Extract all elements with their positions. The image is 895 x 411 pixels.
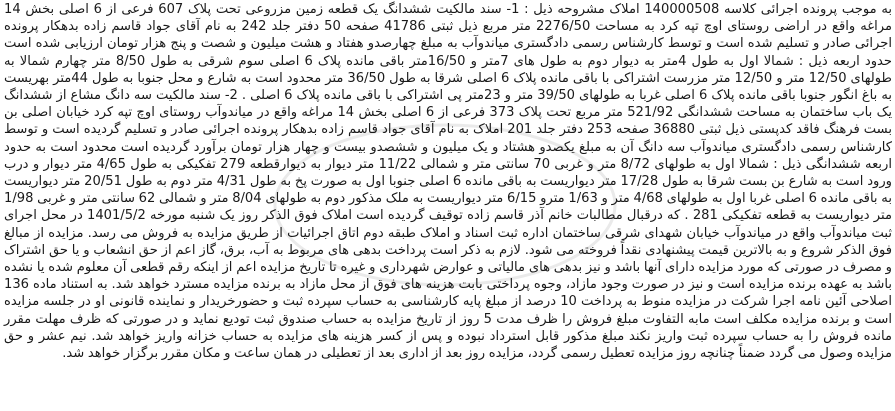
auction-notice-text: به موجب پرونده اجرائی کلاسه 140000508 املاک مشروحه ذیل : 1- سند مالکیت ششدانگ یک قطعه زمین مزروعی تحت پلاک 607 فرعی از 6 اصلی بخش 14 مراغه واقع در اراضی روستای اوچ تپه کرد به مساحت 2276/50 متر مربع ذیل ثبتی 41786 صفحه 50 دفتر جلد 242 به نام آقای جواد قاسم زاده بدهکار پرونده اجرائی صادر و تسلیم شده است و توسط کارشناس رسمی دادگستری میاندوآب به مبلغ چهارصدو هفتاد و هشت میلیون و شصت و پنج هزار تومان ارزیابی شده است حدود اربعه ذیل : شمالا اول به طول 4متر به دیوار دوم به طول های 7متر و 16/50متر باقی مانده پلاک 6 اصلی سوم شرقی به طول 8/50 متر چهارم شمالا به طولهای 12/50 متر و 12/50 متر مزرست اشتراکی با باقی مانده پلاک 6 اصلی شرقا به طول 36/50 متر محدود است به شارع و محل جنوبا به طول 44متر بهریست به باغ انگور جنوبا باقی مانده پلاک 6 اصلی غربا به طولهای 39/50 متر و 23متر پی اشتراکی با باقی مانده پلاک 6 اصلی . 2- سند مالکیت سه دانگ مشاع از ششدانگ یک باب ساختمان به مساحت ششدانگی 521/92 متر مربع تحت پلاک 373 فرعی از 6 اصلی بخش 14 مراغه واقع در میاندوآب روستای اوچ تپه کرد خیابان اصلی بن بست فرهنگ فاقد کدپستی ذیل ثبتی 36880 صفحه 253 دفتر جلد 201 املاک به نام آقای جواد قاسم زاده بدهکار پرونده اجرائی صادر و تسلیم گردیده است و توسط کارشناس رسمی دادگستری میاندوآب سه دانگ آن به مبلغ یکصدو هشتاد و یک میلیون و ششصدو بیست و چهار هزار تومان برآورد گردیده است محدود است به حدود اربعه ششدانگی ذیل : شمالا اول به طولهای 8/72 متر و غربی 70 سانتی متر و شمالی 11/22 متر دیوار به دیوارقطعه 279 تفکیکی به طول 4/65 متر دیوار و درب ورود است به شارع بن بست شرقا به طول 17/28 متر دیواریست به باقی مانده 6 اصلی جنوبا اول به صورت پخ به طول 4/31 متر دوم به طول 20/51 متر دیواریست به باقی مانده 6 اصلی غربا اول به طولهای 4/68 متر و 1/63 مترو 6/15 متر دیواریست به ملک مذکور دوم به طولهای 8/04 متر و شمالی 62 سانتی متر و غربی 1/98 متر دیواریست به قطعه تفکیکی 281 . که درقبال مطالبات خانم آذر قاسم زاده توقیف گردیده است املاک فوق الذکر روز یک شنبه مورخه 1401/5/2 در محل اجرای ثبت میاندوآب واقع در میاندوآب خیابان شهدای شرقی ساختمان اداره ثبت اسناد و املاک طبقه دوم اتاق اجرائیات از طریق مزایده به فروش می رسد. مزایده از مبالغ فوق الذکر شروع و به بالاترین قیمت پیشنهادی نقداً فروخته می شود. لازم به ذکر است پرداخت بدهی های مربوط به آب، برق، گاز اعم از حق انشعاب و یا حق اشتراک و مصرف در صورتی که مورد مزایده دارای آنها باشد و نیز بدهی های مالیاتی و عوارض شهرداری و غیره تا تاریخ مزایده اعم از اینکه رقم قطعی آن معلوم شده یا نشده باشد به عهده برنده مزایده است و نیز در صورت وجود مازاد، وجوه پرداختی بابت هزینه های فوق از محل مازاد به برنده مزایده مسترد خواهد شد. به استناد ماده 136 اصلاحی آئین نامه اجرا شرکت در مزایده منوط به پرداخت 10 درصد از مبلغ پایه کارشناسی به حساب سپرده ثبت و حضورخریدار و نماینده قانونی او در جلسه مزایده است و برنده مزایده مکلف است مابه التفاوت مبلغ فروش را ظرف مدت 5 روز از تاریخ مزایده به حساب صندوق ثبت توديع نماید و در صورتی که ظرف مهلت مقرر مانده فروش را به حساب سپرده ثبت واریز نکند مبلغ مذکور قابل استرداد نبوده و پس از کسر هزینه های مزایده به حساب خزانه واریز خواهد شد. نیم عشر و حق مزایده وصول می گردد ضمناً چنانچه روز مزایده تعطیل رسمی گردد، مزایده روز بعد از اداری بعد از تعطیلی در همان ساعت و مکان مقرر برگزار خواهد شد.: [4, 2, 893, 362]
